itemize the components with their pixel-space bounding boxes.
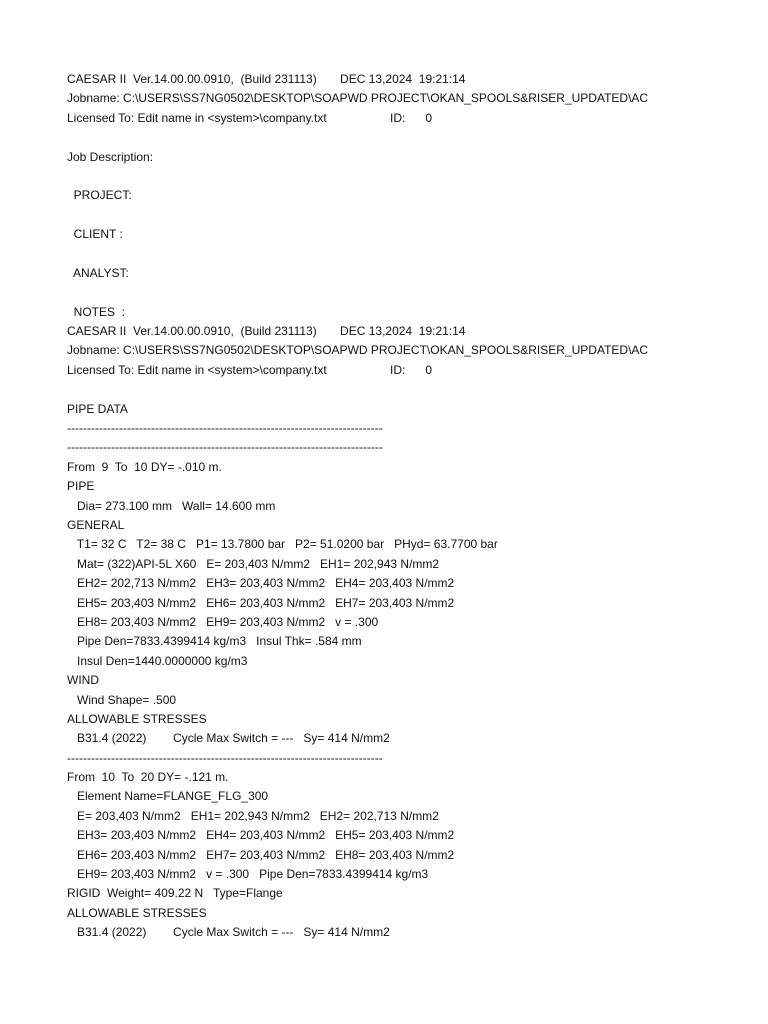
report-line: Pipe Den=7833.4399414 kg/m3 Insul Thk= .584 mm xyxy=(67,634,362,649)
blank-line xyxy=(67,283,757,302)
report-line: Mat= (322)API-5L X60 E= 203,403 N/mm2 EH1= 202,943 N/mm2 xyxy=(67,556,440,571)
report-line: ALLOWABLE STRESSES xyxy=(67,711,207,726)
report-line: CAESAR II Ver.14.00.00.0910, (Build 231113) DEC 13,2024 19:21:14 xyxy=(67,72,466,86)
report-line: PIPE DATA xyxy=(67,401,128,416)
report-line: EH2= 202,713 N/mm2 EH3= 203,403 N/mm2 EH4= 203,403 N/mm2 xyxy=(67,576,455,591)
report-line: Dia= 273.100 mm Wall= 14.600 mm xyxy=(67,498,276,513)
report-line: Licensed To: Edit name in <system>\company.txt ID: 0 xyxy=(67,110,433,125)
report-line: PROJECT: xyxy=(67,188,132,203)
report-line: T1= 32 C T2= 38 C P1= 13.7800 bar P2= 51.0200 bar PHyd= 63.7700 bar xyxy=(67,537,498,552)
blank-line xyxy=(67,128,757,147)
report-line: NOTES : xyxy=(67,304,126,319)
report-line: B31.4 (2022) Cycle Max Switch = --- Sy= 414 N/mm2 xyxy=(67,731,390,746)
report-line: ------------------------------------------------------------------------------- xyxy=(67,440,383,455)
report-line: Jobname: C:\USERS\SS7NG0502\DESKTOP\SOAPWD PROJECT\OKAN_SPOOLS&RISER_UPDATED\AC xyxy=(67,343,649,358)
report-line: ------------------------------------------------------------------------------- xyxy=(67,421,383,436)
report-line: EH6= 203,403 N/mm2 EH7= 203,403 N/mm2 EH8= 203,403 N/mm2 xyxy=(67,847,455,862)
report-line: Jobname: C:\USERS\SS7NG0502\DESKTOP\SOAPWD PROJECT\OKAN_SPOOLS&RISER_UPDATED\AC xyxy=(67,91,649,106)
blank-line xyxy=(67,206,757,225)
report-line: From 10 To 20 DY= -.121 m. xyxy=(67,770,229,785)
report-line: EH9= 203,403 N/mm2 v = .300 Pipe Den=7833.4399414 kg/m3 xyxy=(67,867,429,882)
blank-line xyxy=(67,380,757,399)
report-line: RIGID Weight= 409.22 N Type=Flange xyxy=(67,886,283,901)
report-line: E= 203,403 N/mm2 EH1= 202,943 N/mm2 EH2= 202,713 N/mm2 xyxy=(67,808,439,823)
report-line: ------------------------------------------------------------------------------- xyxy=(67,750,383,765)
report-line: EH5= 203,403 N/mm2 EH6= 203,403 N/mm2 EH7= 203,403 N/mm2 xyxy=(67,595,455,610)
report-line: Licensed To: Edit name in <system>\company.txt ID: 0 xyxy=(67,362,433,377)
blank-line xyxy=(67,167,757,186)
report-line: PIPE xyxy=(67,479,95,494)
report-line: EH8= 203,403 N/mm2 EH9= 203,403 N/mm2 v = .300 xyxy=(67,614,379,629)
report-line: CAESAR II Ver.14.00.00.0910, (Build 231113) DEC 13,2024 19:21:14 xyxy=(67,324,466,339)
report-line: WIND xyxy=(67,673,99,688)
report-line: CLIENT : xyxy=(67,227,123,242)
report-line: ANALYST: xyxy=(67,265,129,280)
report-line: Insul Den=1440.0000000 kg/m3 xyxy=(67,653,248,668)
blank-line xyxy=(67,245,757,264)
report-line: Job Description: xyxy=(67,149,154,164)
report-line: GENERAL xyxy=(67,517,125,532)
report-line: Wind Shape= .500 xyxy=(67,692,177,707)
report-line: EH3= 203,403 N/mm2 EH4= 203,403 N/mm2 EH5= 203,403 N/mm2 xyxy=(67,828,455,843)
report-text xyxy=(67,70,757,943)
report-line: Element Name=FLANGE_FLG_300 xyxy=(67,789,269,804)
report-line: B31.4 (2022) Cycle Max Switch = --- Sy= 414 N/mm2 xyxy=(67,925,390,940)
report-line: From 9 To 10 DY= -.010 m. xyxy=(67,459,222,474)
report-line: ALLOWABLE STRESSES xyxy=(67,905,207,920)
